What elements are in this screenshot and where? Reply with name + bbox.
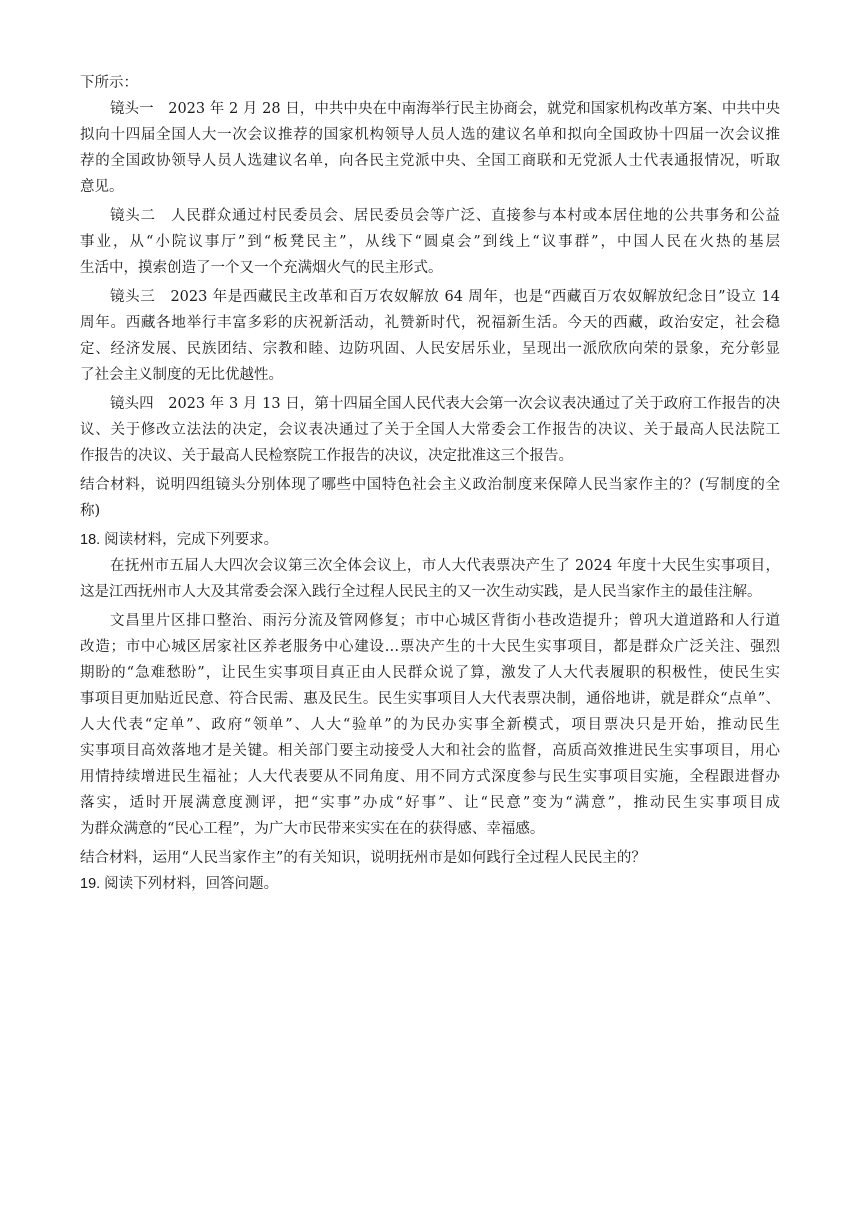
document-page xyxy=(80,70,780,897)
text-line: 意见。 xyxy=(80,179,124,195)
text-line: 镜头四 2023 年 3 月 13 日，第十四届全国人民代表大会第一次会议表决通过了关于政府工作报告的决 xyxy=(110,396,780,412)
text-line: 实事项目高效落地才是关键。相关部门要主动接受人大和社会的监督，高质高效推进民生实事项目，用心 xyxy=(80,743,780,759)
text-line: 荐的全国政协领导人员人选建议名单，向各民主党派中央、全国工商联和无党派人士代表通报情况，听取 xyxy=(80,153,780,169)
text-line: 生活中，摸索创造了一个又一个充满烟火气的民主形式。 xyxy=(80,260,443,276)
text-line: 改造；市中心城区居家社区养老服务中心建设…票决产生的十大民生实事项目，都是群众广泛关注、强烈 xyxy=(80,639,780,655)
shot-two-paragraph xyxy=(80,203,780,281)
text-line: 落实，适时开展满意度测评，把“实事”办成“好事”、让“民意”变为“满意”，推动民生实事项目成 xyxy=(80,795,780,811)
text-line: 结合材料，说明四组镜头分别体现了哪些中国特色社会主义政治制度来保障人民当家作主的？(写制度的全 xyxy=(80,477,780,493)
text-line: 定、经济发展、民族团结、宗教和睦、边防巩固、人民安居乐业，呈现出一派欣欣向荣的景象，充分彰显 xyxy=(80,341,780,357)
text-line: 为群众满意的“民心工程”，为广大市民带来实实在在的获得感、幸福感。 xyxy=(80,821,545,837)
question-19-heading: 19. 阅读下列材料，回答问题。 xyxy=(80,876,279,892)
text-line: 用情持续增进民生福祉；人大代表要从不同角度、用不同方式深度参与民生实事项目实施，全程跟进督办 xyxy=(80,769,780,785)
text-line: 作报告的决议、关于最高人民检察院工作报告的决议，决定批准这三个报告。 xyxy=(80,448,573,464)
text-line: 称) xyxy=(80,503,101,519)
text-line: 期盼的“急难愁盼”，让民生实事项目真正由人民群众说了算，激发了人大代表履职的积极性，使民生实 xyxy=(80,665,780,681)
shot-three-paragraph xyxy=(80,284,780,388)
text-line: 这是江西抚州市人大及其常委会深入践行全过程人民民主的又一次生动实践，是人民当家作主的最佳注解。 xyxy=(80,584,762,600)
question-18-heading: 18. 阅读材料，完成下列要求。 xyxy=(80,532,279,548)
question-18-material-paragraph-2 xyxy=(80,608,780,842)
text-line: 人大代表“定单”、政府“领单”、人大“验单”的为民办实事全新模式，项目票决只是开始，推动民生 xyxy=(80,717,780,733)
text-line: 议、关于修改立法法的决定，会议表决通过了关于全国人大常委会工作报告的决议、关于最高人民法院工 xyxy=(80,422,780,438)
text-line: 了社会主义制度的无比优越性。 xyxy=(80,367,283,383)
text-line: 镜头三 2023 年是西藏民主改革和百万农奴解放 64 周年，也是“西藏百万农奴解放纪念日”设立 14 xyxy=(110,289,780,305)
shot-one-paragraph xyxy=(80,96,780,200)
text-line: 镜头一 2023 年 2 月 28 日，中共中央在中南海举行民主协商会，就党和国家机构改革方案、中共中央 xyxy=(110,101,780,117)
text-line: 事项目更加贴近民意、符合民需、惠及民生。民生实事项目人大代表票决制，通俗地讲，就是群众“点单”、 xyxy=(80,691,780,707)
shot-four-paragraph xyxy=(80,391,780,469)
text-line: 在抚州市五届人大四次会议第三次全体会议上，市人大代表票决产生了 2024 年度十大民生实事项目， xyxy=(110,558,780,574)
question-18-material-paragraph-1 xyxy=(80,553,780,605)
text-line: 镜头二 人民群众通过村民委员会、居民委员会等广泛、直接参与本村或本居住地的公共事务和公益 xyxy=(110,208,780,224)
text-line: 拟向十四届全国人大一次会议推荐的国家机构领导人员人选的建议名单和拟向全国政协十四届一次会议推 xyxy=(80,127,780,143)
text-line: 周年。西藏各地举行丰富多彩的庆祝新活动，礼赞新时代，祝福新生活。今天的西藏，政治安定，社会稳 xyxy=(80,315,780,331)
question-18-prompt: 结合材料，运用“人民当家作主”的有关知识，说明抚州市是如何践行全过程人民民主的？ xyxy=(80,850,646,866)
intro-line: 下所示： xyxy=(80,75,138,91)
text-line: 事业，从“小院议事厅”到“板凳民主”，从线下“圆桌会”到线上“议事群”，中国人民在火热的基层 xyxy=(80,234,780,250)
text-line: 文昌里片区排口整治、雨污分流及管网修复；市中心城区背街小巷改造提升；曾巩大道道路和人行道 xyxy=(110,613,780,629)
question-17-prompt xyxy=(80,472,780,524)
